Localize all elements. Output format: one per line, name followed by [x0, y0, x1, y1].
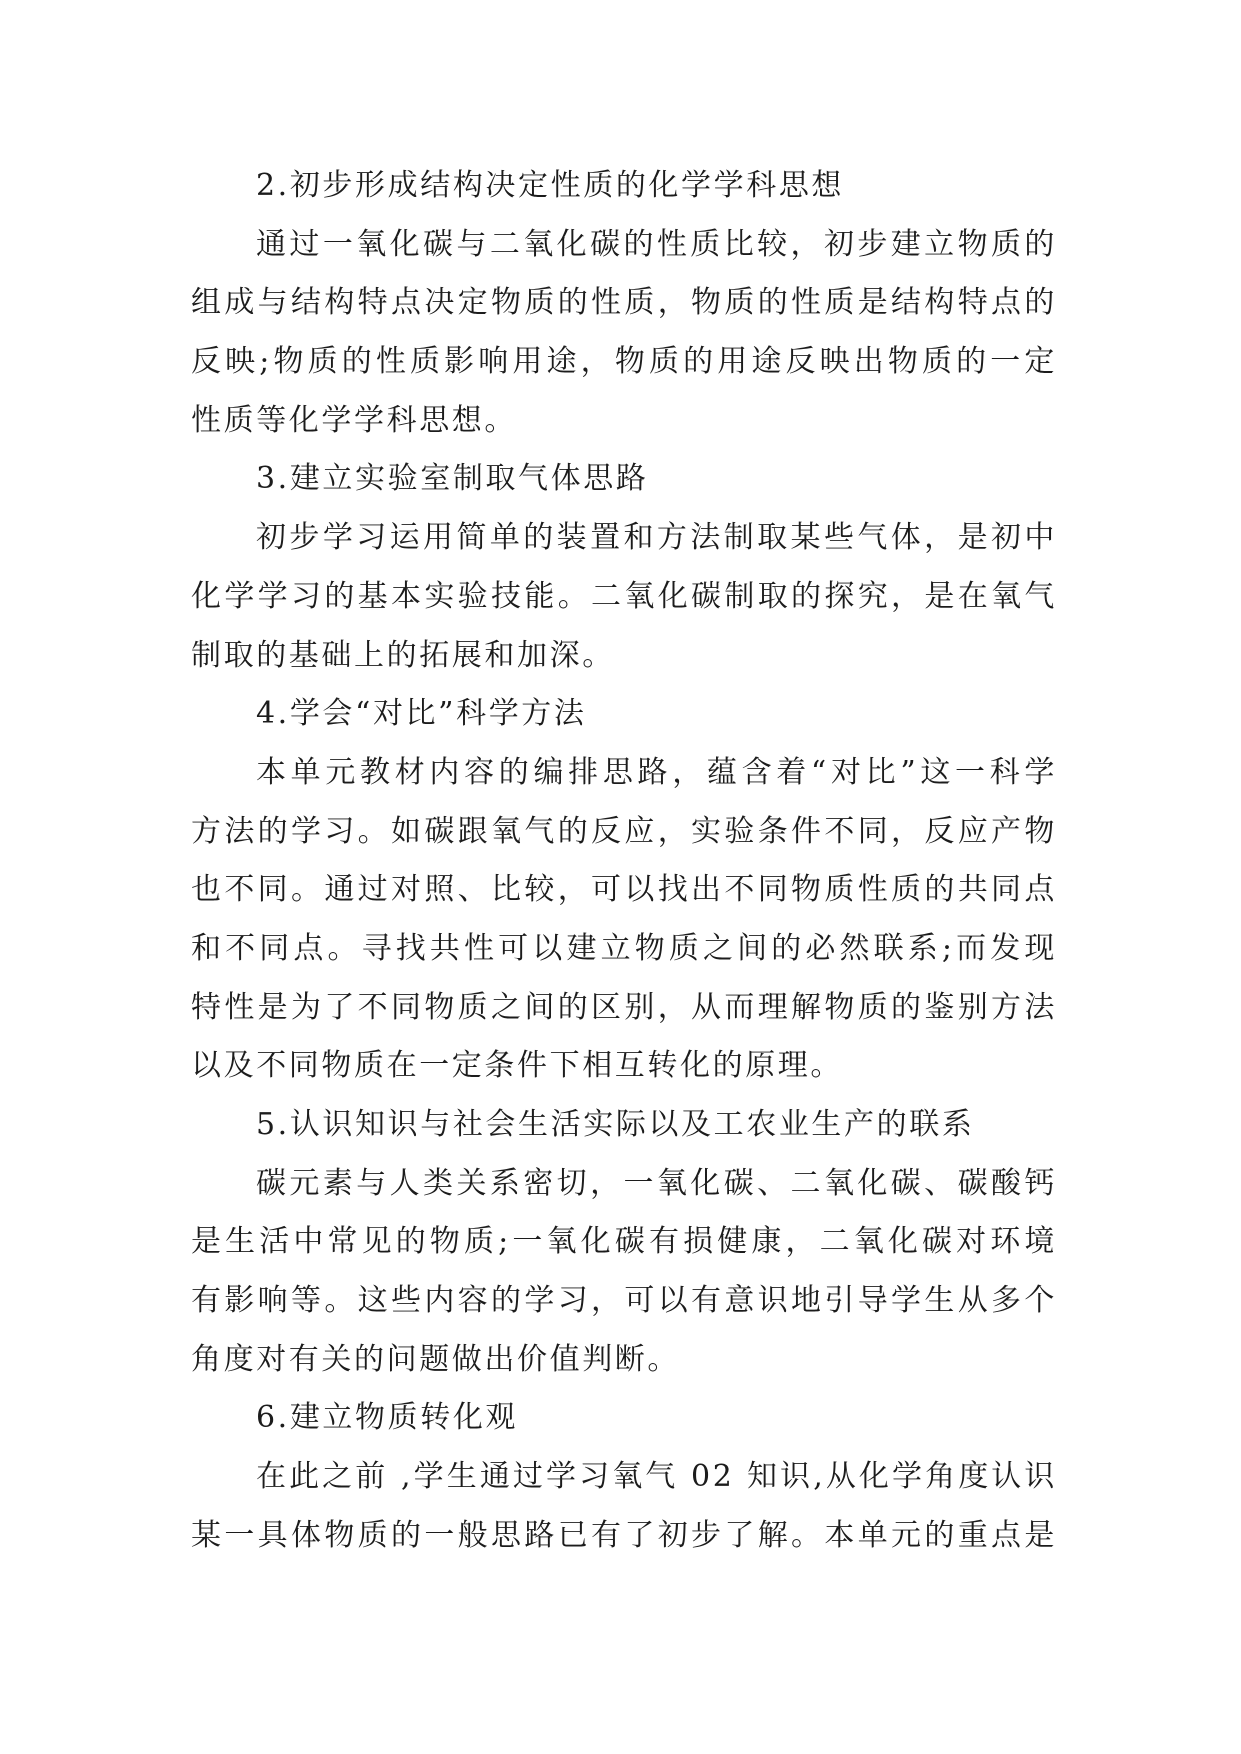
- section: [191, 450, 1057, 685]
- section-heading: 2.初步形成结构决定性质的化学学科思想: [256, 168, 845, 203]
- paragraph-line: 制取的基础上的拓展和加深。: [191, 637, 615, 673]
- paragraph-line: 也不同。通过对照、比较，可以找出不同物质性质的共同点: [191, 872, 1057, 908]
- section: [191, 157, 1057, 450]
- section-heading: 5.认识知识与社会生活实际以及工农业生产的联系: [256, 1107, 975, 1142]
- section-heading: 6.建立物质转化观: [256, 1400, 519, 1436]
- paragraph-line: 某一具体物质的一般思路已有了初步了解。本单元的重点是: [191, 1517, 1057, 1553]
- paragraph-line: 在此之前 ,学生通过学习氧气 02 知识,从化学角度认识: [256, 1459, 1057, 1495]
- paragraph-line: 本单元教材内容的编排思路，蕴含着“对比”这一科学: [256, 754, 1057, 790]
- paragraph-line: 角度对有关的问题做出价值判断。: [191, 1341, 680, 1377]
- paragraph-line: 通过一氧化碳与二氧化碳的性质比较，初步建立物质的: [256, 226, 1057, 262]
- section: [191, 685, 1057, 1096]
- paragraph-line: 化学学习的基本实验技能。二氧化碳制取的探究，是在氧气: [191, 578, 1057, 614]
- paragraph-line: 和不同点。寻找共性可以建立物质之间的必然联系;而发现: [191, 930, 1057, 966]
- paragraph-line: 组成与结构特点决定物质的性质，物质的性质是结构特点的: [191, 285, 1057, 321]
- paragraph-line: 有影响等。这些内容的学习，可以有意识地引导学生从多个: [191, 1283, 1057, 1319]
- paragraph-line: 性质等化学学科思想。: [191, 402, 517, 438]
- paragraph-line: 碳元素与人类关系密切，一氧化碳、二氧化碳、碳酸钙: [256, 1165, 1057, 1201]
- paragraph-line: 特性是为了不同物质之间的区别，从而理解物质的鉴别方法: [191, 989, 1057, 1025]
- paragraph-line: 初步学习运用简单的装置和方法制取某些气体，是初中: [256, 520, 1057, 556]
- paragraph-line: 以及不同物质在一定条件下相互转化的原理。: [191, 1048, 843, 1084]
- section-heading: 3.建立实验室制取气体思路: [256, 461, 649, 497]
- section: [191, 1096, 1057, 1389]
- paragraph-line: 方法的学习。如碳跟氧气的反应，实验条件不同，反应产物: [191, 813, 1057, 849]
- section-heading: 4.学会“对比”科学方法: [256, 696, 587, 732]
- document-body: [191, 157, 1057, 1566]
- paragraph-line: 反映;物质的性质影响用途，物质的用途反映出物质的一定: [191, 344, 1057, 380]
- paragraph-line: 是生活中常见的物质;一氧化碳有损健康，二氧化碳对环境: [191, 1224, 1057, 1260]
- section: [191, 1389, 1057, 1565]
